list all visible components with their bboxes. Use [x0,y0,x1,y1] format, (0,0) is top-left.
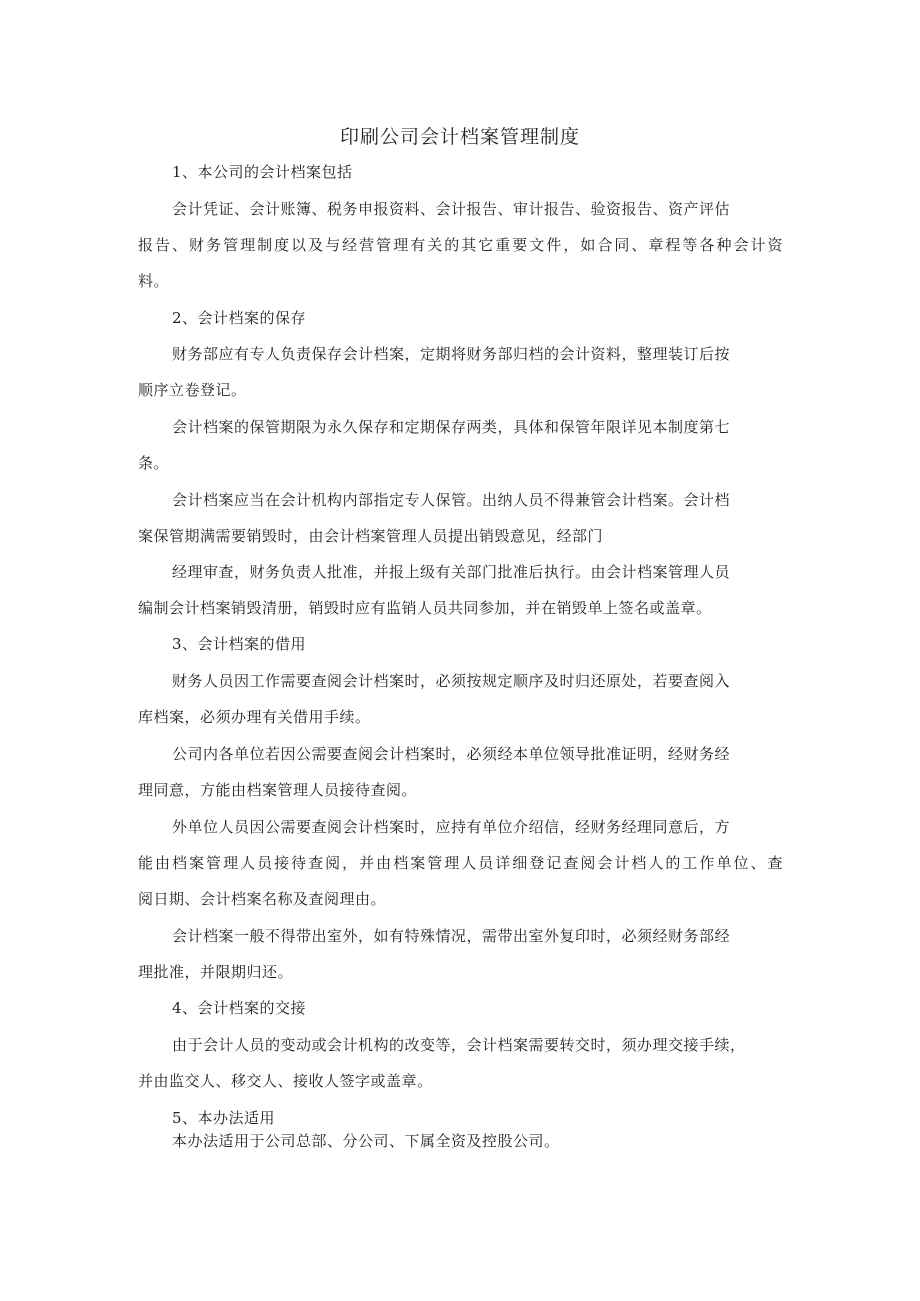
paragraph-line: 本办法适用于公司总部、分公司、下属全资及控股公司。 [172,1132,560,1150]
paragraph-line: 能由档案管理人员接待查阅，并由档案管理人员详细登记查阅会计档人的工作单位、查 [138,854,783,872]
paragraph-line: 财务人员因工作需要查阅会计档案时，必须按规定顺序及时归还原处，若要查阅入 [172,672,731,690]
paragraph-line: 外单位人员因公需要查阅会计档案时，应持有单位介绍信，经财务经理同意后，方 [172,818,731,836]
paragraph-line: 会计凭证、会计账簿、税务申报资料、会计报告、审计报告、验资报告、资产评估 [172,200,731,218]
section-heading-3: 3、会计档案的借用 [172,635,307,653]
paragraph-line: 库档案，必须办理有关借用手续。 [138,708,371,726]
section-heading-1: 1、本公司的会计档案包括 [172,163,353,181]
page-title: 印刷公司会计档案管理制度 [339,126,580,148]
paragraph-line: 顺序立卷登记。 [138,381,247,399]
paragraph-line: 会计档案一般不得带出室外，如有特殊情况，需带出室外复印时，必须经财务部经 [172,927,731,945]
paragraph-line: 理同意，方能由档案管理人员接待查阅。 [138,781,418,799]
paragraph-line: 会计档案应当在会计机构内部指定专人保管。出纳人员不得兼管会计档案。会计档 [172,491,731,509]
paragraph-line: 料。 [138,272,170,290]
paragraph-line: 条。 [138,454,170,472]
section-heading-2: 2、会计档案的保存 [172,309,307,327]
paragraph-line: 经理审查，财务负责人批准，并报上级有关部门批准后执行。由会计档案管理人员 [172,563,731,581]
paragraph-line: 案保管期满需要销毁时，由会计档案管理人员提出销毁意见，经部门 [138,527,604,545]
paragraph-line: 公司内各单位若因公需要查阅会计档案时，必须经本单位领导批准证明，经财务经 [172,745,731,763]
section-heading-5: 5、本办法适用 [172,1109,276,1127]
paragraph-line: 阅日期、会计档案名称及查阅理由。 [138,890,387,908]
paragraph-line: 并由监交人、移交人、接收人签字或盖章。 [138,1072,433,1090]
paragraph-line: 会计档案的保管期限为永久保存和定期保存两类，具体和保管年限详见本制度第七 [172,418,731,436]
section-heading-4: 4、会计档案的交接 [172,999,307,1017]
paragraph-line: 财务部应有专人负责保存会计档案，定期将财务部归档的会计资料，整理装订后按 [172,345,731,363]
paragraph-line: 由于会计人员的变动或会计机构的改变等，会计档案需要转交时，须办理交接手续， [172,1036,746,1054]
paragraph-line: 报告、财务管理制度以及与经营管理有关的其它重要文件，如合同、章程等各种会计资 [138,236,783,254]
paragraph-line: 理批准，并限期归还。 [138,963,294,981]
paragraph-line: 编制会计档案销毁清册，销毁时应有监销人员共同参加，并在销毁单上签名或盖章。 [138,599,712,617]
